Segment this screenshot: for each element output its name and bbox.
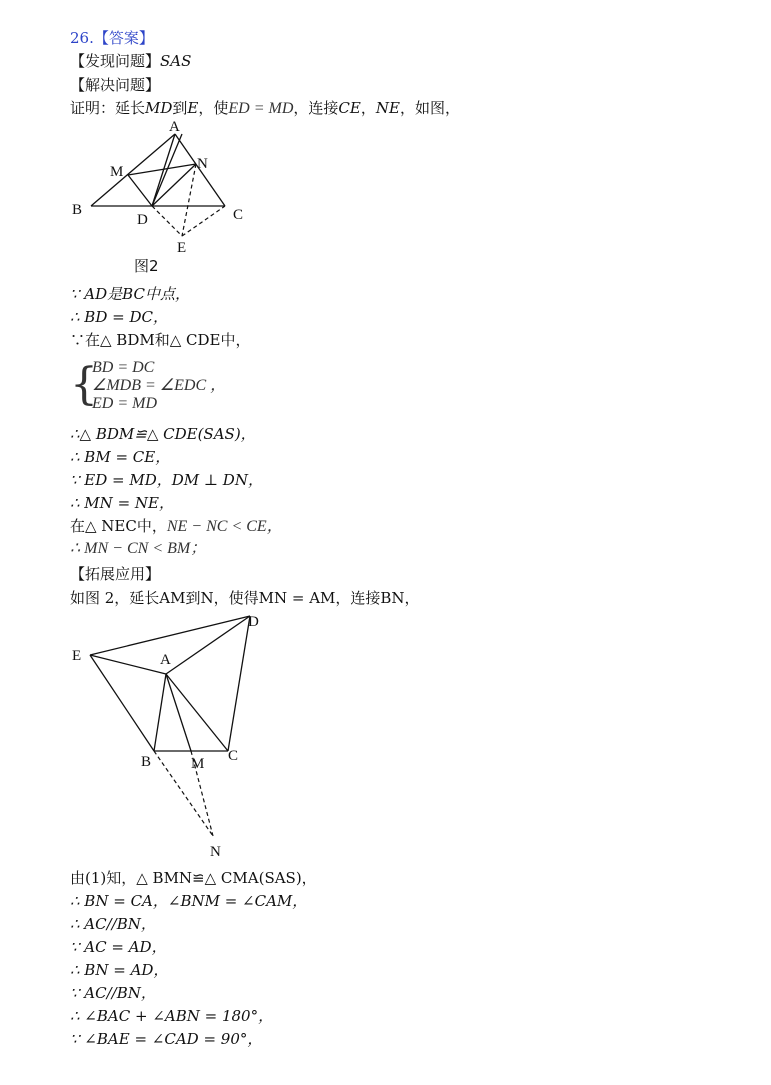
question-number: 26. (70, 29, 94, 47)
fig2-label-c: C (228, 748, 239, 764)
proof-line: ∴ BM = CE， (70, 448, 171, 466)
proof-line: ∴ ∠BAC + ∠ABN = 180°， (70, 1007, 274, 1025)
question-number-line (70, 28, 154, 48)
fig1-label-e: E (177, 240, 187, 256)
section-extend-label: 【拓展应用】 (70, 565, 161, 583)
proof-intro-equation: ED = MD (228, 100, 294, 117)
proof-line: ∴ BD = DC， (70, 308, 168, 326)
proof-line: ∵在△ BDM和△ CDE中， (70, 331, 251, 349)
proof-line: ∴ BN = CA，∠BNM = ∠CAM， (70, 892, 308, 910)
section-discover-label: 【发现问题】 (70, 52, 161, 70)
proof-intro-connect: ，连接 (293, 99, 339, 117)
section-discover (70, 51, 191, 71)
proof-line: ∵ ∠BAE = ∠CAD = 90°， (70, 1030, 263, 1048)
fig2-label-m: M (191, 756, 205, 772)
proof-line: ∵ AC//BN， (70, 984, 156, 1002)
triangle-line-lead: 在△ NEC中， (70, 517, 167, 535)
proof-intro-make: ，使 (198, 99, 229, 117)
proof-intro-to: 到 (172, 99, 188, 117)
system-equation: BD = DC (92, 359, 155, 376)
system-equation: ED = MD (92, 395, 158, 412)
extend-line: 如图 2，延长AM到N，使得MN = AM，连接BN， (70, 589, 420, 607)
figure-1-caption: 图2 (134, 257, 159, 275)
proof-line: ∵ AD是BC中点， (70, 285, 190, 303)
fig1-label-d: D (137, 212, 148, 228)
proof-line: ∵ ED = MD，DM ⊥ DN， (70, 471, 263, 489)
proof-intro-seg-ce: CE (338, 99, 361, 117)
fig2-label-a: A (160, 652, 171, 668)
fig1-label-b: B (72, 202, 83, 218)
proof-line: 由(1)知，△ BMN≌△ CMA(SAS)， (70, 869, 317, 887)
fig2-label-d: D (248, 614, 259, 630)
fig1-label-a: A (169, 120, 180, 135)
fig1-label-m: M (110, 164, 124, 180)
fig1-label-n: N (197, 156, 208, 172)
system-equation: ∠MDB = ∠EDC ， (92, 377, 227, 394)
proof-intro (70, 98, 460, 119)
proof-line: ∵ AC = AD， (70, 938, 167, 956)
proof-line: ∴ BN = AD， (70, 961, 169, 979)
proof-line: ∴△ BDM≌△ CDE(SAS)， (70, 425, 256, 443)
proof-intro-seg-md: MD (145, 99, 173, 117)
proof-line: ∴ AC//BN， (70, 915, 156, 933)
proof-intro-point-e: E (187, 99, 199, 117)
section-solve-label: 【解决问题】 (70, 76, 161, 94)
proof-intro-sep: ， (360, 99, 376, 117)
figure-1-diagram (60, 120, 270, 260)
system-brace: { (70, 359, 98, 410)
figure-2-diagram (60, 608, 280, 863)
triangle-line-inequality: NE − NC < CE， (166, 518, 283, 535)
answer-tag: 【答案】 (93, 29, 154, 47)
proof-line: ∴ MN = NE， (70, 494, 174, 512)
fig2-label-n: N (210, 844, 221, 860)
fig1-label-c: C (233, 207, 244, 223)
fig2-label-e: E (72, 648, 82, 664)
fig2-label-b: B (141, 754, 152, 770)
proof-intro-lead: 证明：延长 (70, 99, 146, 117)
section-discover-answer: SAS (160, 52, 192, 70)
conclusion-line: ∴ MN − CN < BM； (70, 540, 207, 557)
proof-intro-end: ，如图， (399, 99, 460, 117)
proof-intro-seg-ne: NE (375, 99, 400, 117)
triangle-inequality-line (70, 516, 283, 537)
